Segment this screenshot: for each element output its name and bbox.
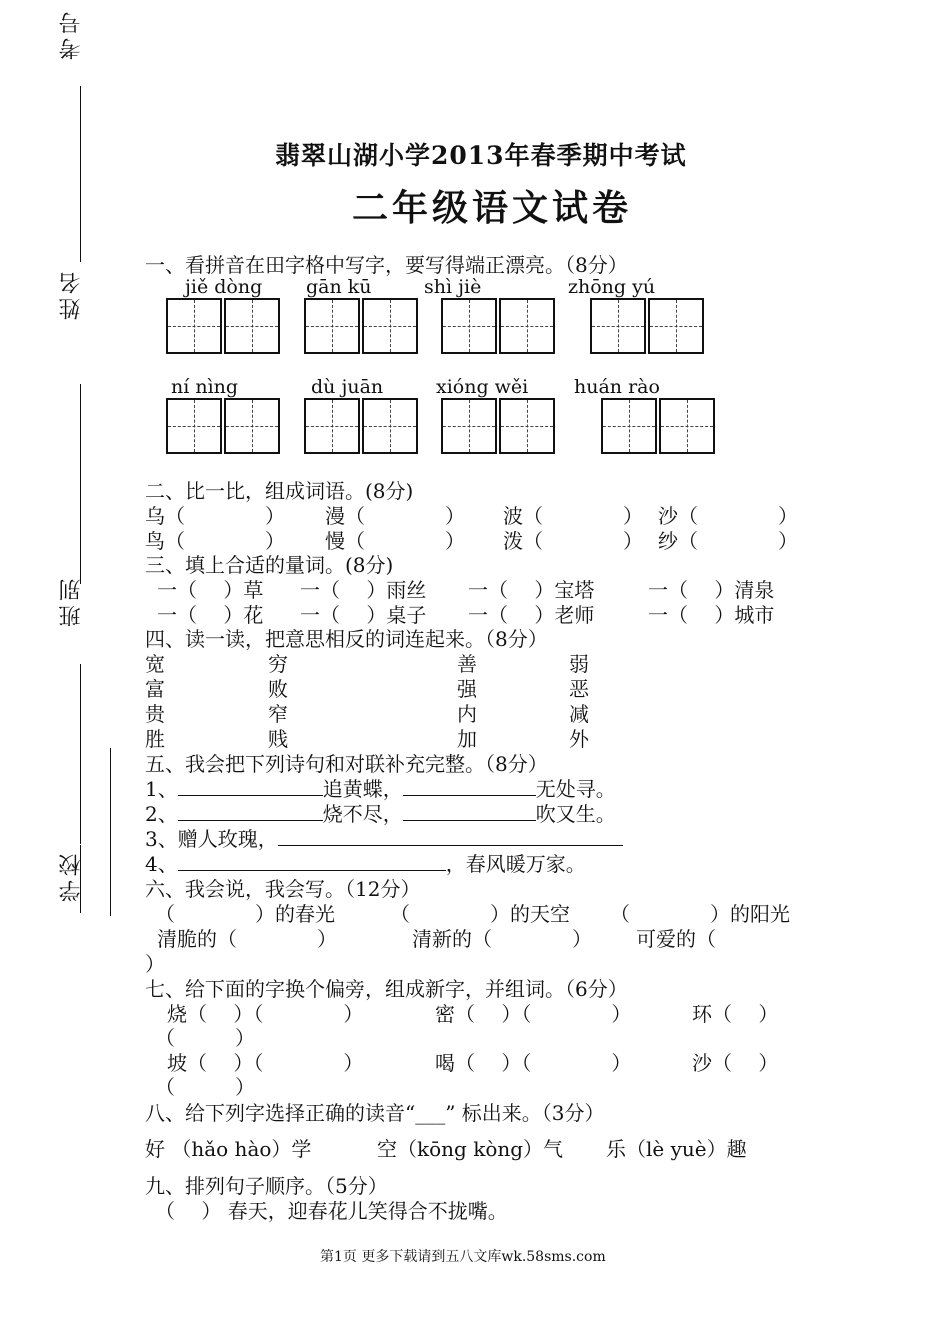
q3-heading: 三、填上合适的量词。(8分) xyxy=(145,553,394,577)
writing-grid[interactable] xyxy=(304,298,360,354)
q2-item: 漫（ ） xyxy=(325,504,465,528)
pinyin-1: jiě dòng xyxy=(185,276,263,298)
q7-item: 烧（ ）（ ） xyxy=(167,1002,364,1026)
answer-blank[interactable] xyxy=(403,802,536,821)
name-label: 姓名 xyxy=(59,268,84,320)
writing-grid[interactable] xyxy=(362,298,418,354)
writing-grid[interactable] xyxy=(659,398,715,454)
answer-blank[interactable] xyxy=(178,802,323,821)
answer-blank[interactable] xyxy=(278,827,623,846)
exam-number-line xyxy=(80,86,81,262)
q7-item: 坡（ ）（ ） xyxy=(167,1051,364,1075)
writing-grid[interactable] xyxy=(648,298,704,354)
writing-grid[interactable] xyxy=(166,398,222,454)
q4-word: 强 xyxy=(457,677,477,701)
q4-word: 富 xyxy=(145,677,165,701)
q6-item: 清脆的（ ） xyxy=(157,927,337,951)
name-line xyxy=(80,384,81,584)
q7-item: （ ） xyxy=(155,1075,255,1099)
q9-sentence: （ ） 春天，迎春花儿笑得合不拢嘴。 xyxy=(155,1199,508,1223)
q4-word: 弱 xyxy=(569,652,589,676)
writing-grid[interactable] xyxy=(224,398,280,454)
q8-item: 空（kōng kòng）气 xyxy=(377,1137,564,1161)
q6-item: 可爱的（ xyxy=(636,927,716,951)
writing-grid[interactable] xyxy=(441,298,497,354)
q5-line-1: 1、 追黄蝶， 无处寻。 xyxy=(145,777,616,801)
q5-heading: 五、我会把下列诗句和对联补充完整。（8分） xyxy=(145,752,548,776)
q5-line-3: 3、赠人玫瑰， xyxy=(145,823,623,852)
class-label: 班别 xyxy=(59,575,84,627)
pinyin-7: xióng wěi xyxy=(436,376,529,398)
writing-grid[interactable] xyxy=(499,398,555,454)
pinyin-6: dù juān xyxy=(311,376,384,398)
q8-item: 乐（lè yuè）趣 xyxy=(606,1137,747,1161)
q3-item: 一（ ）老师 xyxy=(468,603,595,627)
exam-title: 翡翠山湖小学2013年春季期中考试 xyxy=(275,141,687,170)
writing-grid[interactable] xyxy=(166,298,222,354)
q4-word: 恶 xyxy=(569,677,589,701)
q6-heading: 六、我会说，我会写。（12分） xyxy=(145,877,421,901)
school-label: 学校 xyxy=(59,850,84,902)
q3-item: 一（ ）清泉 xyxy=(648,578,775,602)
q2-heading: 二、比一比，组成词语。(8分) xyxy=(145,479,414,503)
q7-heading: 七、给下面的字换个偏旁，组成新字，并组词。（6分） xyxy=(145,977,628,1001)
writing-grid[interactable] xyxy=(304,398,360,454)
q6-item: （ ）的春光 xyxy=(155,902,335,926)
writing-grid[interactable] xyxy=(362,398,418,454)
q7-item: 沙（ ） xyxy=(692,1051,779,1075)
q4-word: 穷 xyxy=(268,652,288,676)
q1-heading: 一、看拼音在田字格中写字，要写得端正漂亮。（8分） xyxy=(145,253,628,277)
q7-item: 环（ ） xyxy=(692,1002,779,1026)
q6-item: （ ）的天空 xyxy=(390,902,570,926)
q2-item: 慢（ ） xyxy=(325,529,465,553)
pinyin-3: shì jiè xyxy=(424,276,482,298)
q8-item: 好 （hǎo hào）学 xyxy=(145,1137,312,1161)
q2-item: 乌（ ） xyxy=(145,504,285,528)
exam-subtitle: 二年级语文试卷 xyxy=(352,187,633,229)
answer-blank[interactable] xyxy=(403,777,536,796)
pinyin-5: ní nìng xyxy=(171,376,239,398)
q5-line-4: 4、 ，春风暖万家。 xyxy=(145,852,586,876)
class-line xyxy=(80,664,81,844)
writing-grid[interactable] xyxy=(441,398,497,454)
writing-grid[interactable] xyxy=(590,298,646,354)
q6-item: ） xyxy=(145,952,165,976)
page-footer: 第1页 更多下载请到五八文库wk.58sms.com xyxy=(320,1249,606,1265)
q6-item: 清新的（ ） xyxy=(412,927,592,951)
q2-item: 沙（ ） xyxy=(658,504,798,528)
q3-item: 一（ ）宝塔 xyxy=(468,578,595,602)
school-line xyxy=(80,845,81,913)
answer-blank[interactable] xyxy=(178,777,323,796)
q4-word: 内 xyxy=(457,702,477,726)
q5-line-2: 2、 烧不尽， 吹又生。 xyxy=(145,802,616,826)
q3-item: 一（ ）城市 xyxy=(648,603,775,627)
q4-heading: 四、读一读，把意思相反的词连起来。（8分） xyxy=(145,627,548,651)
q3-item: 一（ ）桌子 xyxy=(300,603,427,627)
answer-blank[interactable] xyxy=(178,852,446,871)
q7-item: 喝（ ）（ ） xyxy=(435,1051,632,1075)
q2-item: 鸟（ ） xyxy=(145,529,285,553)
q4-word: 贵 xyxy=(145,702,165,726)
pinyin-4: zhōng yú xyxy=(568,276,656,298)
q7-item: 密（ ）（ ） xyxy=(435,1002,632,1026)
q3-item: 一（ ）花 xyxy=(157,603,264,627)
q4-word: 减 xyxy=(569,702,589,726)
pinyin-2: gān kū xyxy=(306,276,372,298)
writing-grid[interactable] xyxy=(499,298,555,354)
q4-word: 加 xyxy=(457,727,477,751)
q4-word: 贱 xyxy=(268,727,288,751)
writing-grid[interactable] xyxy=(224,298,280,354)
q4-word: 胜 xyxy=(145,727,165,751)
q3-item: 一（ ）雨丝 xyxy=(300,578,427,602)
pinyin-8: huán rào xyxy=(574,376,660,398)
q2-item: 波（ ） xyxy=(503,504,643,528)
q4-word: 窄 xyxy=(268,702,288,726)
q4-word: 善 xyxy=(457,652,477,676)
q3-item: 一（ ）草 xyxy=(157,578,264,602)
q6-item: （ ）的阳光 xyxy=(610,902,790,926)
q4-word: 败 xyxy=(268,677,288,701)
exam-number-label: 考号 xyxy=(59,8,84,60)
q4-word: 宽 xyxy=(145,652,165,676)
q2-item: 纱（ ） xyxy=(658,529,798,553)
q9-heading: 九、排列句子顺序。（5分） xyxy=(145,1174,388,1198)
q4-word: 外 xyxy=(569,727,589,751)
binding-line xyxy=(110,748,111,916)
q7-item: （ ） xyxy=(155,1026,255,1050)
writing-grid[interactable] xyxy=(601,398,657,454)
q8-heading: 八、给下列字选择正确的读音“___” 标出来。（3分） xyxy=(145,1101,605,1125)
q2-item: 泼（ ） xyxy=(503,529,643,553)
